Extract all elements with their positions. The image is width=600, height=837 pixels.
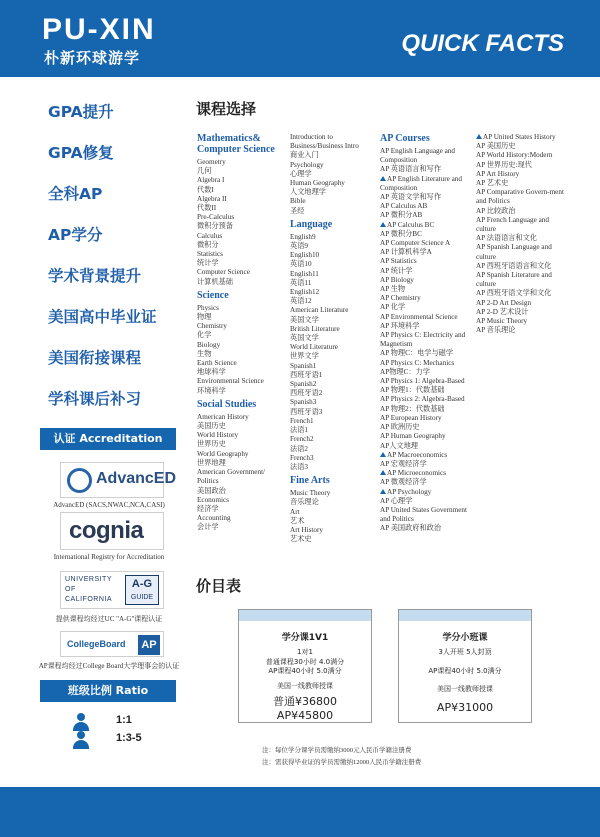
- uc-caption: 提供课程均经过UC "A-G"课程认证: [55, 615, 163, 623]
- course-list: [197, 158, 287, 287]
- group-icon: [72, 731, 90, 749]
- ap-course-text: AP 欧洲历史: [380, 423, 420, 432]
- course-item: 微积分预备: [197, 222, 233, 231]
- collegeboard-caption: AP课程均经过College Board大学理事会的认证: [38, 662, 180, 670]
- course-item: 统计学: [197, 259, 219, 268]
- ap-course-text: AP 宏观经济学: [380, 459, 427, 468]
- ap-course-item: [476, 216, 566, 234]
- course-item: American History: [197, 412, 249, 421]
- uc-logo: [60, 571, 164, 609]
- ag-guide-badge: [125, 575, 159, 605]
- ap-course-text: AP 英语文学和写作: [380, 193, 442, 202]
- course-item: English9: [290, 232, 316, 241]
- ap-course-item: [476, 151, 566, 160]
- cognia-caption: International Registry for Accreditation: [53, 553, 165, 561]
- card-teacher: 美国一线教师授课: [437, 685, 493, 693]
- ap-course-text: AP 物理2：代数基础: [380, 404, 445, 413]
- ap-course-item: [380, 211, 470, 220]
- ap-course-text: AP 微积分BC: [380, 229, 422, 238]
- course-list: [197, 304, 287, 396]
- page-title: QUICK FACTS: [401, 30, 564, 57]
- course-item: 计算机基础: [197, 277, 233, 286]
- ap-course-text: AP French Language and culture: [476, 215, 549, 234]
- ap-course-item: [476, 317, 566, 326]
- triangle-marker-icon: [380, 176, 386, 181]
- course-list: [290, 233, 378, 472]
- guide-text: GUIDE: [130, 594, 154, 601]
- price-card-small-class: [398, 609, 532, 723]
- ap-course-item: [380, 221, 470, 230]
- ap-course-item: [380, 524, 470, 533]
- triangle-marker-icon: [380, 470, 386, 475]
- ap-course-item: [476, 133, 566, 142]
- course-item: World History: [197, 431, 239, 440]
- pricing-notes: [262, 745, 562, 769]
- uc-line: CALIFORNIA: [65, 596, 113, 603]
- ap-course-item: [380, 322, 470, 331]
- ap-course-text: AP English Literature and Composition: [380, 174, 462, 192]
- ap-course-text: AP Human Geography: [380, 432, 446, 441]
- ap-course-text: AP 微观经济学: [380, 478, 427, 487]
- course-item: Accounting: [197, 514, 231, 523]
- course-item: 艺术: [290, 516, 305, 525]
- collegeboard-text: CollegeBoard: [67, 639, 126, 649]
- course-item: 西班牙语3: [290, 407, 323, 416]
- ap-course-text: AP物理C：力学: [380, 367, 430, 376]
- footer-band: [0, 787, 600, 837]
- course-item: Psychology: [290, 160, 324, 169]
- course-item: 美国文学: [290, 315, 319, 324]
- course-item: Earth Science: [197, 359, 237, 368]
- ap-course-item: [380, 469, 470, 478]
- ap-course-text: AP Spanish Literature and culture: [476, 271, 552, 289]
- ap-course-item: [380, 165, 470, 174]
- ap-course-text: AP Microeconomics: [387, 469, 447, 478]
- ap-course-text: AP 英语语言和写作: [380, 165, 442, 174]
- ap-course-text: AP Art History: [476, 169, 520, 178]
- ap-course-text: AP European History: [380, 413, 442, 422]
- note-line: 注：需获得毕业证的学员需缴纳12000人民币学籍注册费: [262, 759, 422, 766]
- course-item: 法语3: [290, 462, 308, 471]
- course-item: 经济学: [197, 504, 219, 513]
- ap-course-text: AP Physics 1: Algebra-Based: [380, 377, 465, 386]
- triangle-marker-icon: [380, 489, 386, 494]
- ap-course-item: [476, 188, 566, 206]
- ap-course-text: AP Computer Science A: [380, 239, 451, 248]
- course-list: [290, 133, 378, 216]
- ap-course-text: AP Psychology: [387, 487, 432, 496]
- ag-text: A-G: [131, 578, 153, 590]
- service-item: GPA修复: [48, 144, 114, 162]
- ap-course-item: [476, 243, 566, 261]
- course-item: Biology: [197, 340, 221, 349]
- category-title: Fine Arts: [290, 475, 330, 487]
- ap-course-item: [380, 478, 470, 487]
- course-item: 商业入门: [290, 151, 319, 160]
- course-item: 英语10: [290, 260, 312, 269]
- course-item: English10: [290, 251, 320, 260]
- course-item: Human Geography: [290, 179, 345, 188]
- ap-course-text: AP 生物: [380, 285, 406, 294]
- ap-course-text: AP 物理C：电学与磁学: [380, 349, 454, 358]
- ap-course-item: [380, 386, 470, 395]
- ap-course-text: AP 西班牙语文学和文化: [476, 289, 552, 298]
- course-item: 生物: [197, 349, 212, 358]
- course-item: 微积分: [197, 240, 219, 249]
- note-line: 注：每位学分课学员需缴纳3000元人民币学籍注册费: [262, 747, 412, 754]
- brand-logo: PU-XIN: [42, 13, 156, 46]
- course-item: 西班牙语1: [290, 370, 323, 379]
- ap-course-item: [476, 142, 566, 151]
- pricing-heading: 价目表: [196, 577, 242, 595]
- ap-course-item: [380, 257, 470, 266]
- ap-course-text: AP English Language and Composition: [380, 147, 455, 165]
- ap-course-text: AP Physics 2: Algebra-Based: [380, 395, 465, 404]
- course-item: Spanish1: [290, 361, 317, 370]
- ap-course-text: AP Physics C: Mechanics: [380, 358, 455, 367]
- course-item: Computer Science: [197, 268, 250, 277]
- service-item: GPA提升: [48, 103, 114, 121]
- course-item: 英语9: [290, 242, 308, 251]
- course-item: Spanish2: [290, 380, 317, 389]
- ap-course-item: [380, 405, 470, 414]
- course-item: 环境科学: [197, 386, 226, 395]
- ap-course-item: [380, 175, 470, 193]
- ap-course-text: AP 计算机科学A: [380, 248, 432, 257]
- course-item: 音乐理论: [290, 498, 319, 507]
- triangle-marker-icon: [476, 134, 482, 139]
- course-item: 英语11: [290, 278, 312, 287]
- ap-course-item: [380, 488, 470, 497]
- course-item: 人文地理学: [290, 188, 326, 197]
- ap-course-item: [380, 395, 470, 404]
- ap-course-item: [476, 299, 566, 308]
- ap-course-text: AP 美国政府和政治: [380, 524, 442, 533]
- card-line: 3人开班 5人封顶: [438, 648, 492, 656]
- ap-course-item: [380, 506, 470, 524]
- ap-course-text: AP 法语语言和文化: [476, 234, 538, 243]
- ap-course-item: [476, 234, 566, 243]
- uc-line: OF: [65, 586, 76, 593]
- advanced-caption: AdvancED (SACS,NWAC,NCA,CASI): [53, 501, 165, 509]
- course-item: 世界地理: [197, 458, 226, 467]
- course-column-4: [476, 133, 566, 335]
- course-column-1: [197, 130, 287, 533]
- card-header-band: [239, 610, 371, 621]
- card-header-band: [399, 610, 531, 621]
- ap-course-item: [380, 230, 470, 239]
- ap-course-item: [380, 331, 470, 349]
- accreditation-bar: 认证 Accreditation: [40, 428, 176, 450]
- ratio-1v1: 1:1: [116, 714, 132, 726]
- ap-course-item: [380, 377, 470, 386]
- course-item: 心理学: [290, 169, 312, 178]
- course-column-3: [380, 130, 470, 534]
- ap-course-text: AP Spanish Language and culture: [476, 243, 552, 261]
- ap-course-item: [380, 239, 470, 248]
- ap-course-item: [476, 308, 566, 317]
- course-column-2: [290, 133, 378, 544]
- advanced-logo: [60, 462, 177, 498]
- course-item: 世界文学: [290, 352, 319, 361]
- ap-course-item: [380, 276, 470, 285]
- collegeboard-logo: [60, 631, 164, 657]
- ap-course-item: [380, 442, 470, 451]
- course-item: 美国历史: [197, 422, 226, 431]
- ap-course-item: [380, 451, 470, 460]
- ap-course-text: AP 微积分AB: [380, 211, 423, 220]
- course-list: [380, 147, 470, 534]
- ap-course-text: AP 2-D Art Design: [476, 298, 532, 307]
- ap-course-text: AP Calculus BC: [387, 220, 435, 229]
- ap-course-text: AP 比较政治: [476, 206, 516, 215]
- service-item: AP学分: [48, 226, 103, 244]
- card-title: 学分课1V1: [281, 633, 329, 643]
- course-item: Music Theory: [290, 489, 331, 498]
- course-item: 几何: [197, 167, 212, 176]
- course-item: Algebra I: [197, 176, 225, 185]
- person-icon: [72, 713, 90, 731]
- triangle-marker-icon: [380, 222, 386, 227]
- ap-course-item: [380, 423, 470, 432]
- course-item: World Literature: [290, 343, 338, 352]
- course-item: 代数I: [197, 185, 214, 194]
- course-item: Statistics: [197, 250, 223, 259]
- ap-course-text: AP Calculus AB: [380, 202, 428, 211]
- ap-course-item: [380, 303, 470, 312]
- service-item: 学科课后补习: [48, 390, 142, 408]
- course-item: British Literature: [290, 324, 340, 333]
- ap-course-item: [380, 497, 470, 506]
- course-item: 法语2: [290, 444, 308, 453]
- course-item: English11: [290, 269, 319, 278]
- category-title: Science: [197, 289, 229, 301]
- course-item: Spanish3: [290, 398, 317, 407]
- brand-logo-cn: 朴新环球游学: [44, 49, 141, 67]
- course-item: 代数II: [197, 204, 217, 213]
- ap-course-item: [380, 460, 470, 469]
- card-line: AP课程40小时 5.0满分: [268, 667, 342, 675]
- course-item: French2: [290, 435, 314, 444]
- course-list: [476, 133, 566, 335]
- ap-course-text: AP United States Government and Politics: [380, 505, 467, 524]
- course-item: 世界历史: [197, 440, 226, 449]
- card-line: AP课程40小时 5.0满分: [428, 666, 502, 675]
- ap-course-item: [476, 207, 566, 216]
- ap-course-text: AP United States History: [483, 133, 556, 141]
- uc-line: UNIVERSITY: [65, 576, 113, 583]
- course-item: 美国政治: [197, 486, 226, 495]
- ap-course-item: [476, 262, 566, 271]
- ap-course-text: AP 艺术史: [476, 179, 509, 188]
- course-item: 地球科学: [197, 368, 226, 377]
- course-list: [290, 489, 378, 544]
- ap-course-text: AP Environmental Science: [380, 312, 458, 321]
- course-item: Bible: [290, 197, 306, 206]
- ap-course-item: [380, 414, 470, 423]
- category-title: AP Courses: [380, 133, 430, 144]
- ap-course-item: [476, 161, 566, 170]
- service-item: 全科AP: [48, 185, 103, 203]
- ap-course-item: [380, 368, 470, 377]
- category-title: Mathematics& Computer Science: [197, 133, 275, 155]
- ap-course-text: AP 2-D 艺术设计: [476, 307, 529, 316]
- header-banner: [0, 0, 600, 77]
- ap-course-text: AP Macroeconomics: [387, 450, 448, 459]
- ratio-small-class: 1:3-5: [116, 732, 142, 744]
- service-item: 美国高中毕业证: [48, 308, 157, 326]
- course-list: [197, 413, 287, 533]
- course-item: 化学: [197, 331, 212, 340]
- service-list: [48, 101, 183, 429]
- ap-course-text: AP Comparative Govern-ment and Politics: [476, 188, 564, 206]
- ap-course-text: AP 化学: [380, 303, 406, 312]
- course-item: 西班牙语2: [290, 389, 323, 398]
- ap-course-item: [380, 359, 470, 368]
- ap-course-text: AP Chemistry: [380, 294, 421, 303]
- card-title: 学分小班课: [442, 633, 488, 643]
- ratio-bar: 班级比例 Ratio: [40, 680, 176, 702]
- ap-course-item: [476, 179, 566, 188]
- ap-course-text: AP 统计学: [380, 266, 413, 275]
- ap-course-item: [476, 170, 566, 179]
- course-item: Art History: [290, 525, 323, 534]
- ap-course-item: [380, 147, 470, 165]
- course-item: American Government/ Politics: [197, 468, 266, 486]
- ap-course-item: [476, 271, 566, 289]
- ap-course-text: AP Statistics: [380, 257, 417, 266]
- course-item: French3: [290, 453, 314, 462]
- course-item: Physics: [197, 303, 219, 312]
- course-item: Pre-Calculus: [197, 213, 235, 222]
- ap-course-item: [380, 248, 470, 257]
- cognia-logo-text: cognia: [69, 517, 144, 544]
- category-title: Social Studies: [197, 398, 257, 410]
- price-card-1v1: [238, 609, 372, 723]
- ap-course-text: AP World History:Modern: [476, 151, 553, 160]
- course-item: 圣经: [290, 206, 305, 215]
- card-price: AP¥31000: [436, 700, 494, 714]
- ap-course-item: [380, 285, 470, 294]
- advanced-ring-icon: [67, 468, 92, 493]
- ap-course-text: AP Biology: [380, 275, 414, 284]
- course-item: 法语1: [290, 426, 308, 435]
- ap-course-text: AP 世界历史:现代: [476, 160, 532, 169]
- course-item: Chemistry: [197, 322, 227, 331]
- courses-heading: 课程选择: [196, 100, 257, 118]
- course-item: Environmental Science: [197, 377, 264, 386]
- ap-course-item: [380, 349, 470, 358]
- ap-course-text: AP 物理1：代数基础: [380, 386, 445, 395]
- ap-badge: AP: [138, 635, 160, 655]
- course-item: French1: [290, 416, 314, 425]
- ap-course-text: AP 美国历史: [476, 142, 516, 151]
- card-price: 普通¥36800: [273, 695, 337, 708]
- card-line: 1对1: [297, 648, 313, 656]
- ap-course-item: [380, 193, 470, 202]
- cognia-logo: [60, 512, 164, 550]
- ap-course-item: [380, 432, 470, 441]
- course-item: English12: [290, 288, 320, 297]
- ap-course-text: AP Music Theory: [476, 317, 528, 326]
- service-item: 美国衔接课程: [48, 349, 142, 367]
- course-item: 艺术史: [290, 535, 312, 544]
- advanced-logo-text: AdvancED: [96, 470, 177, 487]
- category-title: Language: [290, 218, 333, 230]
- card-price: AP¥45800: [276, 709, 334, 722]
- ap-course-text: AP人文地理: [380, 441, 418, 450]
- course-item: 英语12: [290, 297, 312, 306]
- ap-course-item: [380, 313, 470, 322]
- course-item: Introduction to Business/Business Intro: [290, 133, 359, 151]
- ap-course-item: [476, 289, 566, 298]
- ap-course-item: [380, 267, 470, 276]
- course-item: Economics: [197, 495, 229, 504]
- card-line: 普通课程30小时 4.0满分: [265, 657, 345, 666]
- card-teacher: 美国一线教师授课: [277, 681, 333, 690]
- course-item: 物理: [197, 313, 212, 322]
- course-item: Geometry: [197, 158, 226, 166]
- course-item: Algebra II: [197, 194, 227, 203]
- course-item: 会计学: [197, 523, 219, 532]
- ap-course-item: [476, 326, 566, 335]
- ap-course-text: AP 西班牙语语言和文化: [476, 261, 552, 270]
- uc-logo-left: [65, 575, 112, 605]
- ap-course-text: AP 音乐理论: [476, 326, 516, 335]
- ap-course-text: AP Physics C: Electricity and Magnetism: [380, 331, 466, 349]
- service-item: 学术背景提升: [48, 267, 142, 285]
- course-item: World Geography: [197, 449, 249, 458]
- ap-course-text: AP 心理学: [380, 496, 413, 505]
- course-item: American Literature: [290, 306, 349, 315]
- course-item: Calculus: [197, 231, 223, 240]
- triangle-marker-icon: [380, 452, 386, 457]
- course-item: 英国文学: [290, 334, 319, 343]
- ap-course-text: AP 环境科学: [380, 321, 420, 330]
- course-item: Art: [290, 507, 300, 516]
